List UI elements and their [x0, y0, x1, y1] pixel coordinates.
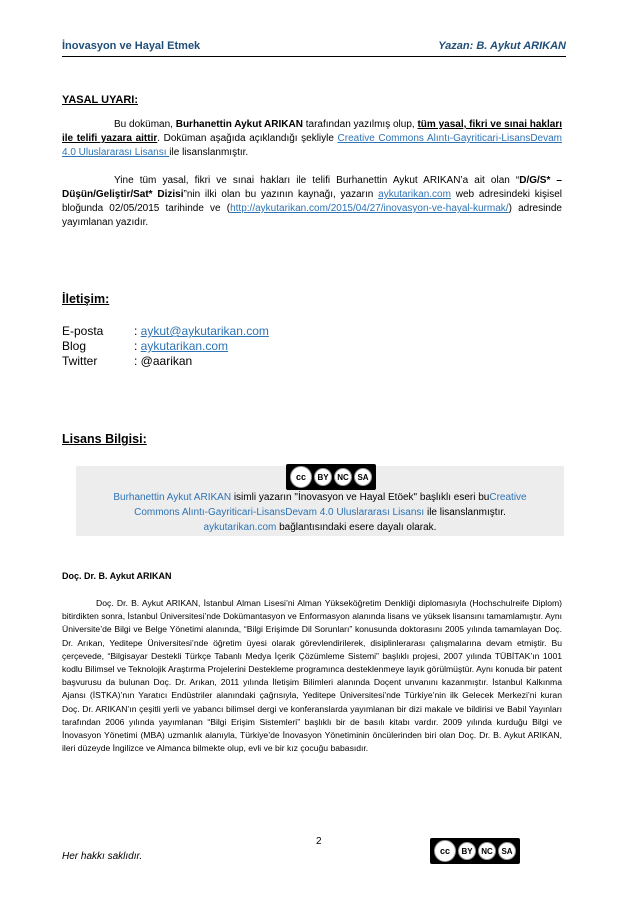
contact-list	[62, 324, 269, 369]
nc-icon: NC	[478, 842, 496, 860]
sa-icon: SA	[498, 842, 516, 860]
footer-cc-badge[interactable]	[430, 838, 520, 864]
license-line-3	[76, 520, 564, 535]
cc-icon: cc	[290, 466, 312, 488]
by-icon: BY	[314, 468, 332, 486]
blog-link[interactable]: aykutarikan.com	[140, 339, 229, 353]
legal-paragraph-1	[62, 118, 562, 160]
license-text	[76, 490, 564, 535]
text: ile lisanslanmıştır.	[424, 507, 506, 518]
legal-paragraph-2	[62, 174, 562, 230]
author-link[interactable]: Burhanettin Aykut ARIKAN	[113, 492, 232, 503]
author-name: Burhanettin Aykut ARIKAN	[175, 119, 303, 130]
text: ) adresinde yayımlanan yazıdır.	[62, 203, 562, 228]
cc-badge-strip	[286, 464, 376, 490]
by-icon: BY	[458, 842, 476, 860]
legal-title: YASAL UYARI:	[62, 94, 139, 106]
source-link[interactable]: aykutarikan.com	[203, 522, 277, 533]
license-line-1	[76, 490, 564, 505]
blog-label: Blog	[62, 339, 87, 353]
text: ile lisanslanmıştır.	[169, 147, 249, 158]
footer-rights: Her hakkı saklıdır.	[62, 851, 143, 862]
license-line-2	[76, 505, 564, 520]
page-header	[62, 38, 566, 57]
cc-icon: cc	[434, 840, 456, 862]
license-info-box	[76, 466, 564, 536]
license-title: Lisans Bilgisi:	[62, 432, 147, 446]
text: web adresindeki kişisel bloğunda 02/05/2015 tarihinde ve (	[62, 189, 562, 214]
header-author: Yazan: B. Aykut ARIKAN	[438, 40, 566, 52]
contact-title: İletişim:	[62, 292, 110, 306]
header-title: İnovasyon ve Hayal Etmek	[62, 40, 201, 52]
bio-title: Doç. Dr. B. Aykut ARIKAN	[62, 571, 172, 581]
bio-paragraph: Doç. Dr. B. Aykut ARIKAN, İstanbul Alman Lisesi’ni Alman Yükseköğretim Denkliği diplomasıyla (Hochschulreife Diplom) bitirdikten sonra, İstanbul Üniversitesi’nde Dokümantasyon ve Enformasyon alanında lisans ve yüksek lisansını tamamlamıştır. Aynı Üniversite’de Bilgi ve Belge Yönetimi alanında, “Bilgi Erişimde Dil Sorunları” konusunda doktorasını 2005 yılında tamamlayan Doç. Dr. Arıkan, Yeditepe Üniversitesi’nde öğretim üyesi olarak görevlendirilerek, disiplinlerarası çalışmalarına devam etmiştir. Bu çerçevede, “Bilgisayar Destekli Türkçe Tabanlı Medya İçerik Çözümleme Sistemi” başlıklı projesi, 2007 yılında TÜBİTAK’ın 1001 kodlu Bilimsel ve Teknolojik Araştırma Projelerini Destekleme programınca desteklenmeye layık görülmüştür. Aynı konuda bir patent başvurusu da bulunan Doç. Dr. Arıkan, 2011 yılında İletişim Bilimleri alanında Doçent unvanını kazanmıştır. İstanbul Kalkınma Ajansı (İSTKA)’nın Yaratıcı Endüstriler alanındaki çağrısıyla, Yeditepe Üniversitesi’nde Türkiye’nin ilk Gelecek Merkezi’ni kuran Doç. Dr. ARIKAN’ın çeşitli yerli ve yabancı bilimsel dergi ve konferanslarda yayımlanan bir dizi makale ve bildirisi ve Babil Yayınları tarafından 2006 yılında yayımlanan “Bilgi Erişim Sistemleri” başlıklı bir de basılı kitabı vardır. 2009 yılında kurduğu Bilgi ve İnovasyon Yönetimi (MBA) uzmanlık alanıyla, Türkiye’de İnovasyon Yönetiminin öncülerinden biri olan Doç. Dr. B. Aykut ARIKAN, ileri düzeyde İngilizce ve Almanca bilmekte olup, evli ve bir kız çocuğu babasıdır.	[62, 598, 562, 754]
text: tarafından yazılmış olup,	[302, 119, 418, 130]
text: Yine tüm yasal, fikri ve sınai hakları ile telifi Burhanettin Aykut ARIKAN’a ait olan “	[114, 175, 520, 186]
cc-link[interactable]: Creative	[489, 492, 527, 503]
cc-link[interactable]: Commons Alıntı-Gayriticari-LisansDevam 4.0 Uluslararası Lisansı	[134, 507, 425, 518]
contact-blog-row	[62, 339, 269, 354]
series-name: D/G/S* – Düşün/Geliştir/Sat* Dizisi	[62, 175, 562, 200]
colon: :	[134, 339, 141, 353]
text: isimli yazarın "İnovasyon ve Hayal Etöek" başlıklı eseri bu	[231, 492, 490, 503]
sa-icon: SA	[354, 468, 372, 486]
twitter-handle: : @aarikan	[134, 354, 193, 368]
rights-statement: tüm yasal, fikri ve sınai hakları ile telifi yazara aittir	[62, 119, 562, 144]
contact-email-row	[62, 324, 269, 339]
article-url-link[interactable]: http://aykutarikan.com/2015/04/27/inovasyon-ve-hayal-kurmak/	[230, 203, 509, 214]
cc-badge-strip	[430, 838, 520, 864]
twitter-label: Twitter	[62, 354, 98, 368]
cc-license-badge[interactable]	[286, 464, 376, 490]
cc-license-link[interactable]: Creative Commons Alıntı-Gayriticari-LisansDevam 4.0 Uluslararası Lisansı	[62, 133, 562, 158]
email-link[interactable]: aykut@aykutarikan.com	[140, 324, 269, 338]
text: Bu doküman,	[114, 119, 176, 130]
text: . Doküman aşağıda açıklandığı şekliyle	[157, 133, 338, 144]
page-number: 2	[316, 836, 322, 847]
email-label: E-posta	[62, 324, 104, 338]
text: bağlantısındaki esere dayalı olarak.	[276, 522, 437, 533]
text: ”nin ilki olan bu yazının kaynağı, yazarın	[183, 189, 379, 200]
website-link[interactable]: aykutarikan.com	[378, 189, 451, 200]
nc-icon: NC	[334, 468, 352, 486]
contact-twitter-row	[62, 354, 269, 369]
colon: :	[134, 324, 141, 338]
